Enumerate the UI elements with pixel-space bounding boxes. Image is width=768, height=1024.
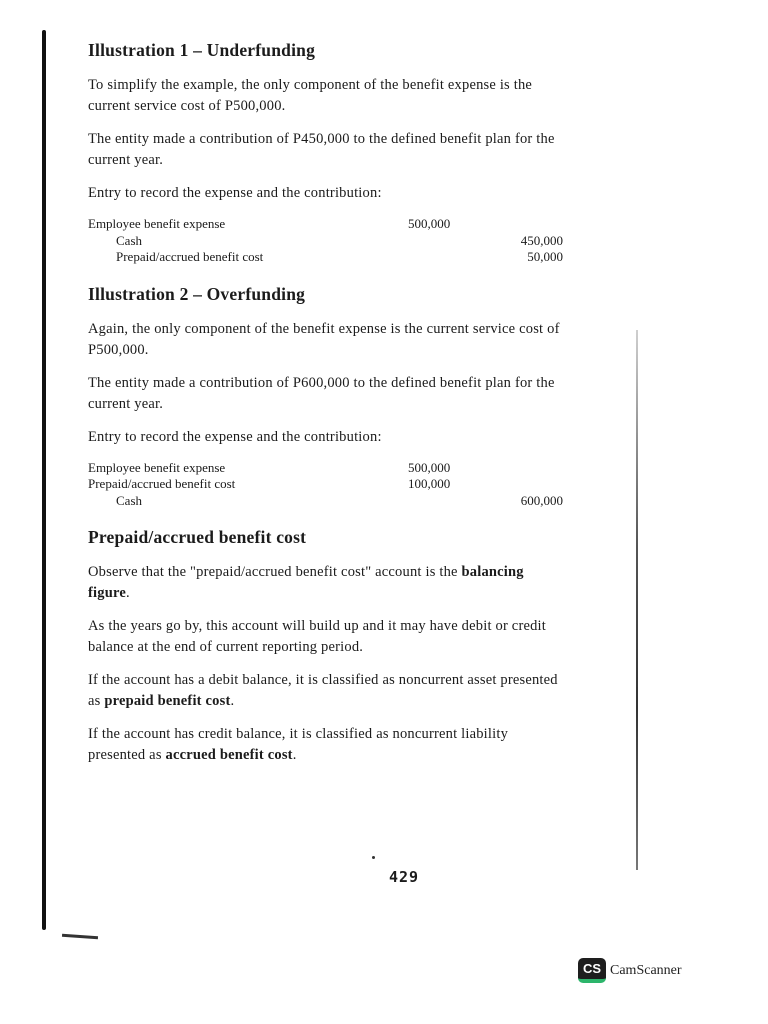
illustration-1-para-2: The entity made a contribution of P450,000 to the defined benefit plan for the current year. bbox=[88, 131, 555, 168]
prepaid-para-4-end: . bbox=[292, 747, 297, 763]
illustration-2-heading: Illustration 2 – Overfunding bbox=[88, 283, 306, 304]
page-number: 429 bbox=[388, 868, 420, 886]
credit-amount: 450,000 bbox=[520, 232, 563, 248]
illustration-2-para-1: Again, the only component of the benefit expense is the current service cost of P500,000. bbox=[88, 320, 560, 358]
illustration-2-para-2: The entity made a contribution of P600,000 to the defined benefit plan for the current year. bbox=[88, 374, 555, 412]
journal-row bbox=[88, 249, 563, 266]
journal-row bbox=[88, 493, 563, 510]
accrued-benefit-cost-term: accrued benefit cost bbox=[165, 747, 293, 763]
prepaid-para-3-text: If the account has a debit balance, it is classified as noncurrent asset presented as bbox=[88, 672, 558, 709]
account-name: Employee benefit expense bbox=[88, 216, 226, 231]
prepaid-section-heading: Prepaid/accrued benefit cost bbox=[88, 527, 307, 547]
journal-entry-2 bbox=[88, 460, 563, 510]
journal-row bbox=[88, 216, 563, 233]
account-name: Cash bbox=[116, 492, 142, 508]
prepaid-para-1-text: Observe that the "prepaid/accrued benefit cost" account is the bbox=[88, 564, 462, 580]
page-corner-curl bbox=[62, 934, 98, 940]
prepaid-para-3 bbox=[88, 670, 563, 712]
balancing-figure-term: balancing figure bbox=[88, 564, 524, 601]
prepaid-benefit-cost-term: prepaid benefit cost bbox=[104, 693, 231, 709]
illustration-1-para-1: To simplify the example, the only component of the benefit expense is the current service cost of P500,000. bbox=[88, 77, 533, 114]
prepaid-para-3-end: . bbox=[230, 693, 235, 709]
prepaid-para-1 bbox=[88, 562, 563, 604]
page-binding-edge bbox=[42, 30, 46, 930]
journal-row bbox=[88, 460, 563, 477]
prepaid-para-2: As the years go by, this account will build up and it may have debit or credit balance at the end of current reporting period. bbox=[88, 618, 547, 655]
debit-amount: 100,000 bbox=[408, 476, 451, 491]
camscanner-logo-icon: CS bbox=[578, 958, 606, 983]
page-content bbox=[88, 40, 563, 778]
illustration-2-para-3: Entry to record the expense and the contribution: bbox=[88, 428, 382, 445]
account-name: Cash bbox=[116, 232, 142, 248]
debit-amount: 500,000 bbox=[408, 216, 451, 231]
journal-row bbox=[88, 233, 563, 250]
illustration-1-heading: Illustration 1 – Underfunding bbox=[88, 40, 316, 60]
prepaid-para-4 bbox=[88, 724, 563, 766]
account-name: Prepaid/accrued benefit cost bbox=[88, 476, 236, 491]
credit-amount: 600,000 bbox=[520, 492, 563, 508]
camscanner-label: CamScanner bbox=[610, 962, 682, 978]
illustration-1-para-3: Entry to record the expense and the contribution: bbox=[88, 185, 382, 201]
prepaid-para-1-end: . bbox=[125, 585, 130, 601]
debit-amount: 500,000 bbox=[408, 459, 451, 475]
page-right-edge-shadow bbox=[636, 330, 638, 870]
credit-amount: 50,000 bbox=[527, 249, 563, 264]
account-name: Prepaid/accrued benefit cost bbox=[116, 249, 264, 264]
scan-speck bbox=[372, 856, 375, 859]
journal-entry-1 bbox=[88, 216, 563, 266]
camscanner-watermark bbox=[578, 958, 682, 983]
journal-row bbox=[88, 476, 563, 493]
prepaid-para-4-text: If the account has credit balance, it is classified as noncurrent liability presented as bbox=[88, 726, 509, 763]
account-name: Employee benefit expense bbox=[88, 459, 226, 475]
